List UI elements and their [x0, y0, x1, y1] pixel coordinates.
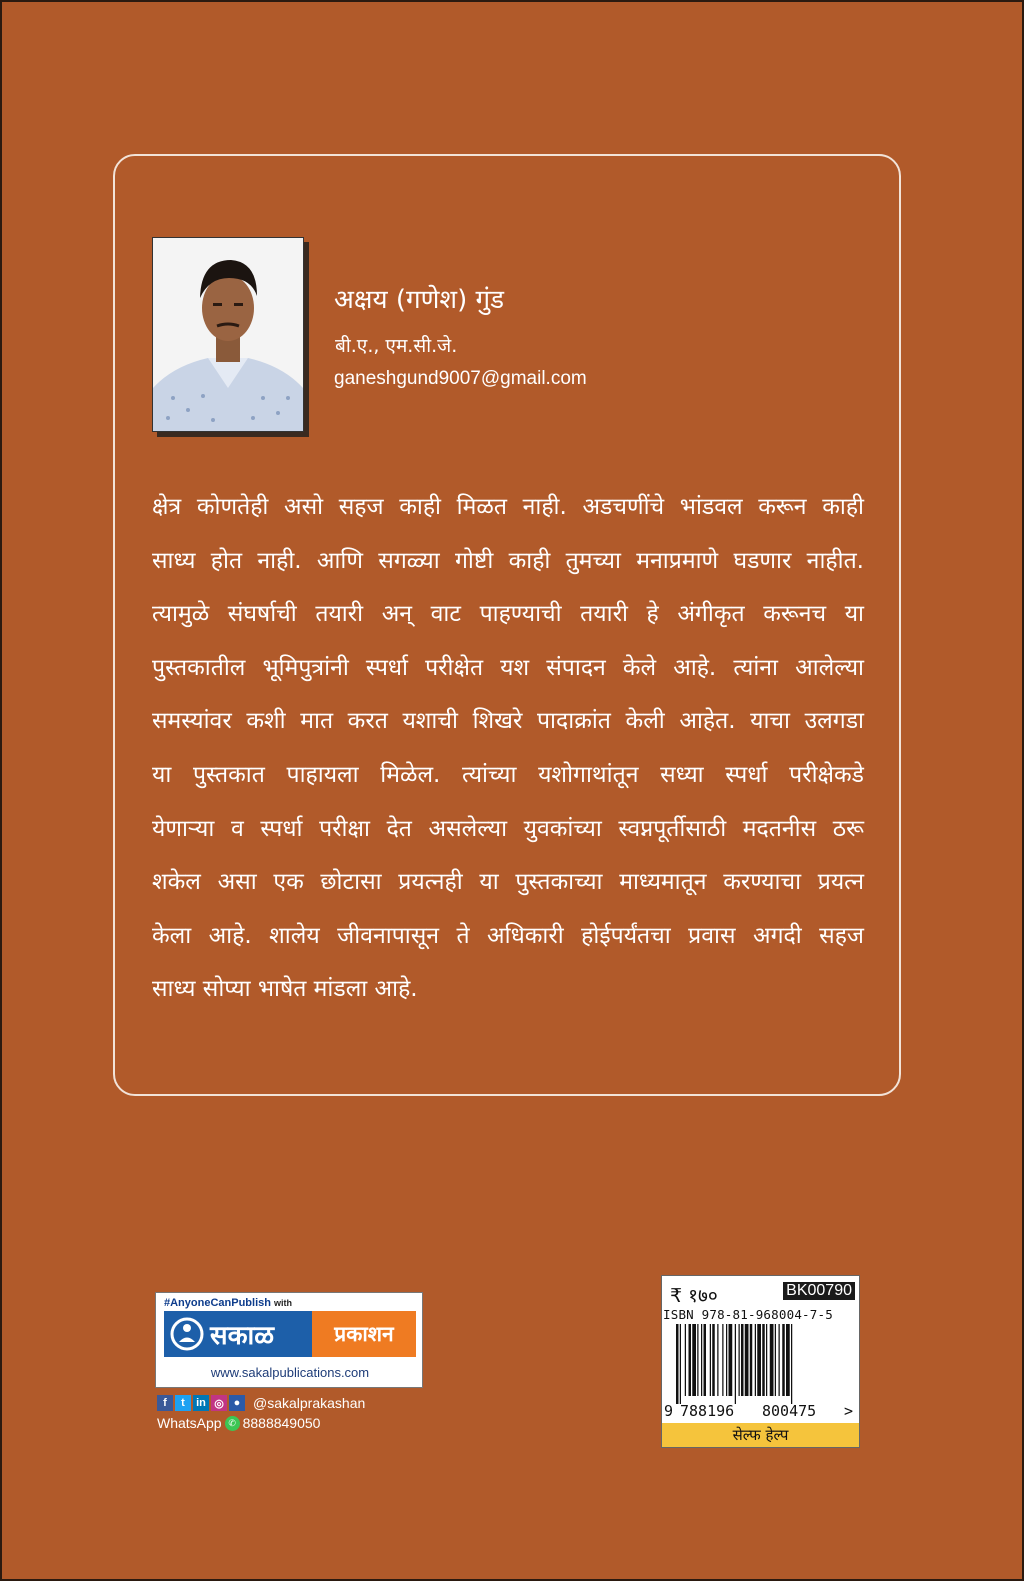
author-photo [152, 237, 304, 432]
linkedin-icon[interactable]: in [193, 1395, 209, 1411]
category-label: सेल्फ हेल्प [662, 1423, 859, 1447]
barcode-bar [791, 1324, 792, 1404]
instagram-icon[interactable]: ◎ [211, 1395, 227, 1411]
barcode-bar [692, 1324, 696, 1396]
price: ₹ १७० [670, 1285, 718, 1307]
blurb-line: क्षेत्र कोणतेही असो सहज काही मिळत नाही. अडचणींचे भांडवल करून काही [152, 494, 864, 520]
whatsapp-number[interactable]: 8888849050 [242, 1415, 321, 1431]
blurb-line: केला आहे. शालेय जीवनापासून ते अधिकारी होईपर्यंतचा प्रवास अगदी सहज [152, 922, 864, 949]
whatsapp-contact [157, 1414, 320, 1432]
social-links [157, 1394, 365, 1412]
barcode-bar [710, 1324, 711, 1396]
twitter-icon[interactable]: t [175, 1395, 191, 1411]
author-name: अक्षय (गणेश) गुंड [334, 285, 505, 315]
barcode-bar [741, 1324, 744, 1396]
barcode-bar [704, 1324, 707, 1396]
barcode-bar [729, 1324, 733, 1396]
brand-prakashan: प्रकाशन [334, 1322, 394, 1346]
barcode-bar [755, 1324, 756, 1396]
barcode-bar [782, 1324, 785, 1396]
publisher-logo [164, 1311, 416, 1357]
barcode-bar [775, 1324, 776, 1396]
barcode-bar [739, 1324, 740, 1396]
barcode-bar [735, 1324, 736, 1404]
publisher-hashtag: #AnyoneCanPublish with [164, 1297, 293, 1309]
barcode-bar [779, 1324, 780, 1396]
sakal-emblem-icon [170, 1317, 204, 1351]
barcode-bar [685, 1324, 686, 1396]
barcode-bar [712, 1324, 715, 1396]
facebook-icon[interactable]: f [157, 1395, 173, 1411]
barcode-bar [750, 1324, 753, 1396]
author-email: ganeshgund9007@gmail.com [334, 368, 587, 389]
blurb-line: साध्य सोप्या भाषेत मांडला आहे. [152, 976, 418, 1003]
whatsapp-icon: ✆ [225, 1416, 240, 1431]
barcode-bar [676, 1324, 679, 1404]
blurb-line: शकेल असा एक छोटासा प्रयत्नही या पुस्तकाच्या माध्यमातून करण्याचा प्रयत्न [152, 869, 864, 896]
publisher-url[interactable]: www.sakalpublications.com [210, 1365, 370, 1380]
author-degree: बी.ए., एम.सी.जे. [335, 335, 458, 357]
barcode-bar [757, 1324, 761, 1396]
blurb-line: पुस्तकातील भूमिपुत्रांनी स्पर्धा परीक्षेत यश संपादन केले आहे. त्यांना आलेल्या [152, 654, 864, 681]
barcode-bar [717, 1324, 718, 1396]
blurb-line: त्यामुळे संघर्षाची तयारी अन् वाट पाहण्याची तयारी हे अंगीकृत करूनच या [152, 601, 864, 628]
barcode-bar [689, 1324, 692, 1396]
book-blurb [152, 481, 864, 1017]
publisher-logo-box [155, 1292, 423, 1388]
blurb-line: या पुस्तकात पाहायला मिळेल. त्यांच्या यशोगाथांतून सध्या स्पर्धा परीक्षेकडे [152, 761, 864, 788]
barcode-bar [786, 1324, 790, 1396]
barcode-bar [770, 1324, 774, 1396]
barcode-bar [726, 1324, 727, 1396]
barcode-box: ₹ १७० BK00790 ISBN 978-81-968004-7-5 9 788196 800475 > सेल्फ हेल्प [661, 1275, 860, 1448]
barcode-bar [680, 1324, 681, 1404]
isbn: ISBN 978-81-968004-7-5 [663, 1307, 833, 1322]
barcode-bar [762, 1324, 765, 1396]
brand-sakal: सकाळ [210, 1321, 275, 1351]
book-code: BK00790 [783, 1282, 855, 1300]
user-icon[interactable]: ● [229, 1395, 245, 1411]
barcode-bar [745, 1324, 749, 1396]
whatsapp-label: WhatsApp [157, 1415, 222, 1431]
barcode-bar [766, 1324, 767, 1396]
barcode-bars [676, 1324, 846, 1404]
barcode-bar [697, 1324, 698, 1396]
barcode-bar [722, 1324, 723, 1396]
social-handle[interactable]: @sakalprakashan [253, 1395, 366, 1411]
blurb-line: समस्यांवर कशी मात करत यशाची शिखरे पादाक्रांत केली आहेत. याचा उलगडा [152, 708, 864, 735]
blurb-line: येणाऱ्या व स्पर्धा परीक्षा देत असलेल्या युवकांच्या स्वप्नपूर्तीसाठी मदतनीस ठरू [152, 815, 864, 842]
blurb-line: साध्य होत नाही. आणि सगळ्या गोष्टी काही तुमच्या मनाप्रमाणे घडणार नाहीत. [152, 547, 864, 574]
barcode-bar [701, 1324, 702, 1396]
